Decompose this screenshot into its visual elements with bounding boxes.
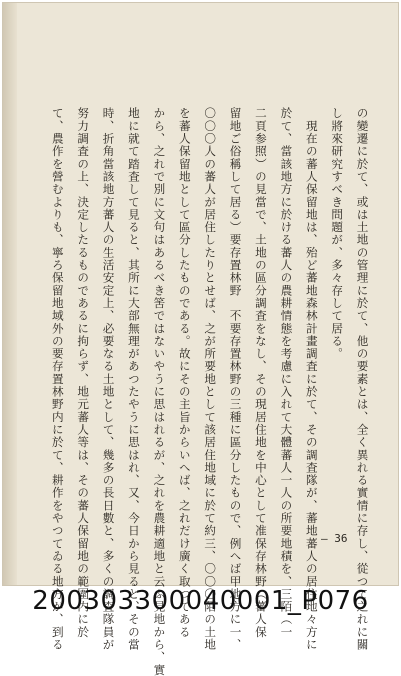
text-line: の變遷に於て、或は土地の管理に於て、他の要素とは、全く異れる實情に存し、從つて之れに關 <box>355 107 370 651</box>
text-line: 努力調査の上、決定したるものであるに拘らず、地元蕃人等は、その蕃人保留地の範圍内に於 <box>76 107 91 639</box>
text-line: 〇〇〇人の蕃人が居住したりとせば、之が所要地として該居住地域に於て約三、〇〇〇陌の土地 <box>203 107 218 651</box>
text-line: 留地ご俗稱して居る）要存置林野 不要存置林野の三種に區分したもので、例へば甲地方に一、 <box>228 107 243 651</box>
text-line: から、之れで別に文句はあるべき筈ではないやうに思はれるが、之れを農耕適地と云ふ見地から、實 <box>152 107 167 676</box>
image-caption: 200303300040001_P076 <box>32 586 369 616</box>
text-line: を蕃人保留地として區分したものである。故にその主旨からいへば、之れだけ廣く取つてある <box>177 107 192 639</box>
text-line: 地に就て踏査して見ると、其所に大部無理があつたやうに思はれ、又、今日から見ると、その當 <box>126 107 141 651</box>
text-line: 二頁参照）の見當で、土地の區分調査をなし、その現居住地を中心として准保存林野（蕃人保 <box>253 107 268 639</box>
page-number: — 36 <box>321 532 348 545</box>
text-line: て、農作を營むよりも、寧ろ保留地域外の要存置林野内に於て、耕作をやつてゐる地方が、到る <box>50 107 65 651</box>
text-line: 於て、當該地方に於ける蕃人の農耕情態を考慮に入れて大體蕃人一人の所要地積を、三陌（一 <box>279 107 294 639</box>
page-gutter <box>3 3 17 585</box>
text-line: 時、折角當該地方蕃人の生活安定上、必要なる土地として、幾多の長日數と、多くの調査隊員が <box>101 107 116 651</box>
text-line: し將來研究すべき問題が、多々存して居る。 <box>330 107 345 360</box>
text-line: 現在の蕃人保留地は、殆ど蕃地森林計畫調査に於て、その調査隊が、蕃地蕃人の居住地々方に <box>304 107 319 651</box>
